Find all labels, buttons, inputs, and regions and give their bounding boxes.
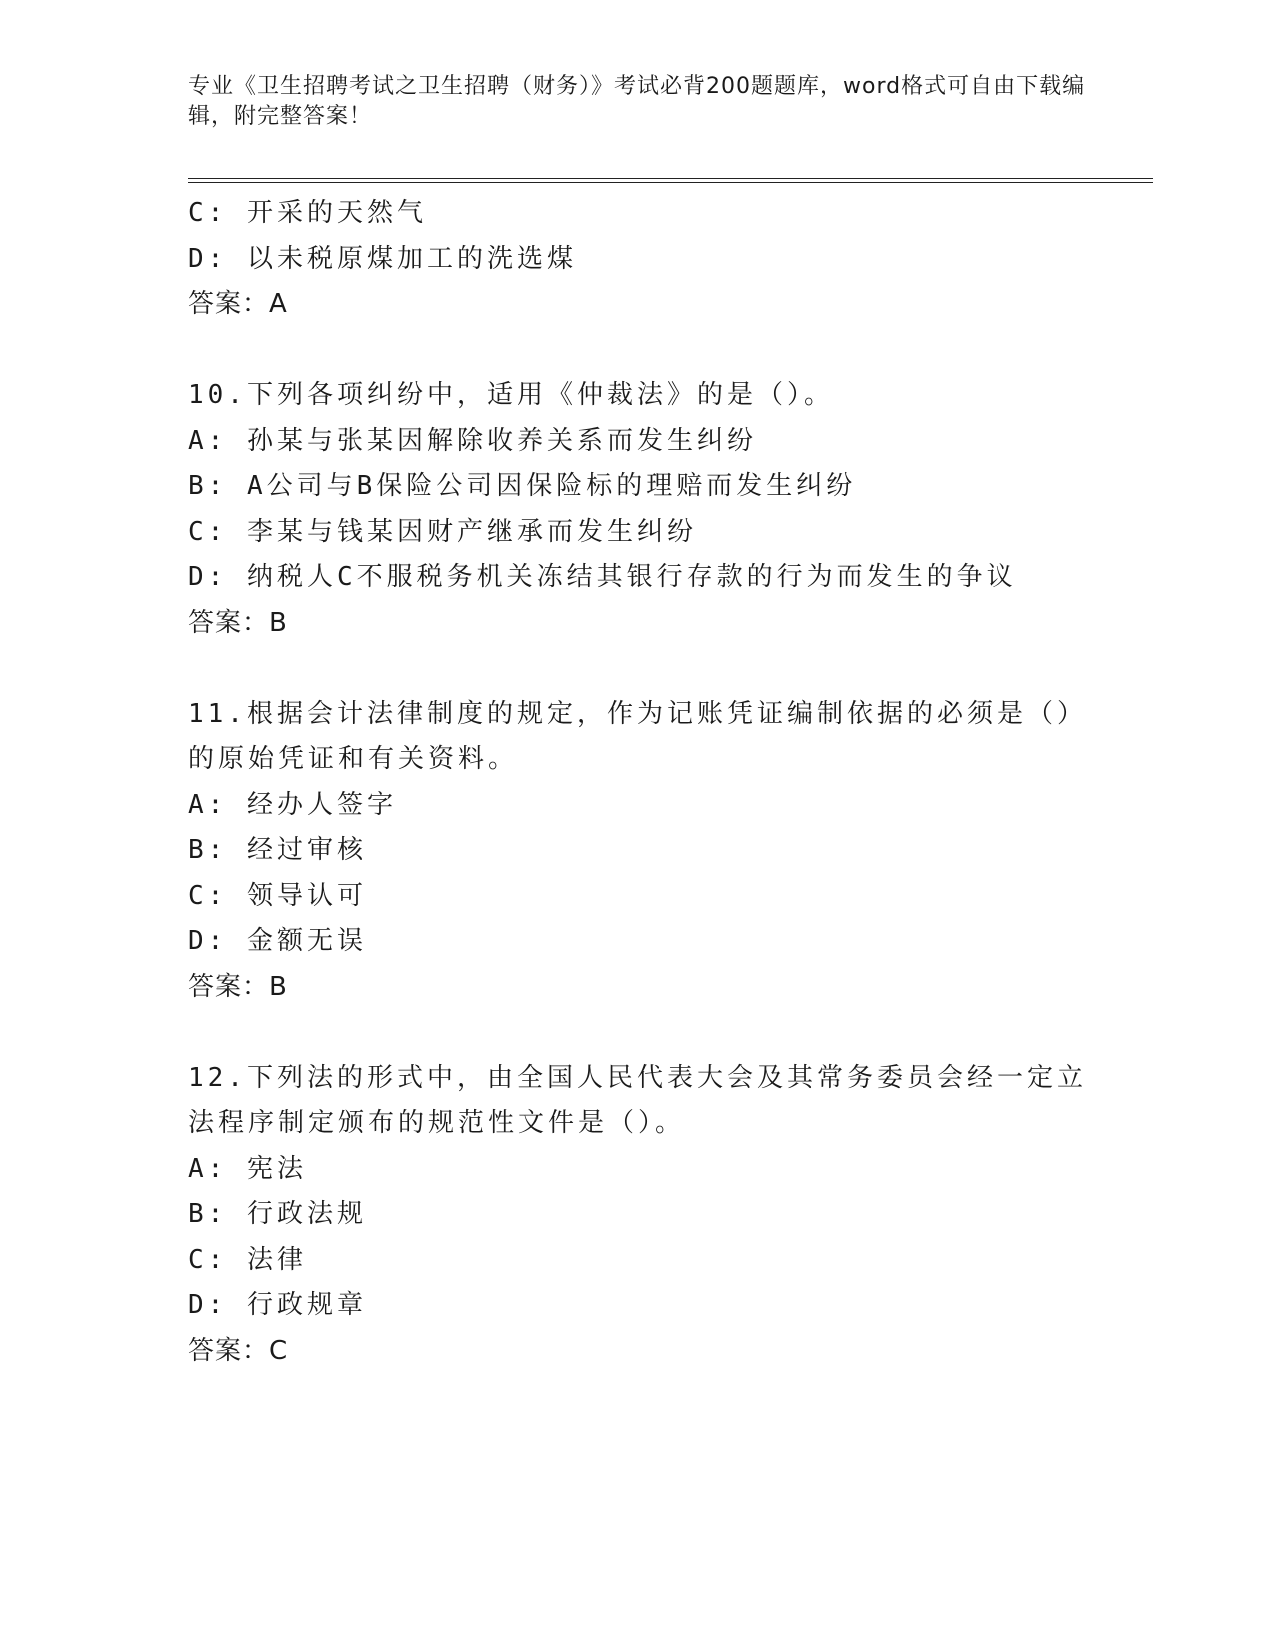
question-list xyxy=(188,191,1088,1374)
option-b: B: 行政法规 xyxy=(188,1199,367,1229)
answer: 答案：C xyxy=(188,1335,289,1366)
document-header: 专业《卫生招聘考试之卫生招聘（财务）》考试必背200题题库，word格式可自由下载编辑，附完整答案！ xyxy=(188,74,1086,129)
spacer xyxy=(188,1010,1088,1056)
option-d: D: 纳税人C不服税务机关冻结其银行存款的行为而发生的争议 xyxy=(188,562,1017,592)
option-b: B: A公司与B保险公司因保险标的理赔而发生纠纷 xyxy=(188,471,857,501)
option-d: D: 行政规章 xyxy=(188,1290,367,1320)
spacer xyxy=(188,328,1088,374)
question-12 xyxy=(188,1056,1088,1375)
option-a: A: 经办人签字 xyxy=(188,789,397,820)
option-c: C: 李某与钱某因财产继承而发生纠纷 xyxy=(188,516,697,547)
spacer xyxy=(188,646,1088,692)
question-stem: 11.根据会计法律制度的规定，作为记账凭证编制依据的必须是（）的原始凭证和有关资料。 xyxy=(188,698,1087,774)
answer: 答案：B xyxy=(188,607,288,638)
option-a: A: 孙某与张某因解除收养关系而发生纠纷 xyxy=(188,425,757,456)
answer: 答案：B xyxy=(188,971,288,1002)
question-stem: 10.下列各项纠纷中，适用《仲裁法》的是（）。 xyxy=(188,380,834,410)
question-10 xyxy=(188,373,1088,646)
option-c: C: 领导认可 xyxy=(188,880,367,911)
answer: 答案：A xyxy=(188,289,288,319)
option-b: B: 经过审核 xyxy=(188,835,367,865)
option-d: D: 金额无误 xyxy=(188,926,367,956)
option-c: C: 开采的天然气 xyxy=(188,198,427,228)
option-a: A: 宪法 xyxy=(188,1153,307,1184)
option-c: C: 法律 xyxy=(188,1244,307,1275)
question-fragment xyxy=(188,191,1088,328)
option-d: D: 以未税原煤加工的洗选煤 xyxy=(188,243,577,274)
question-11 xyxy=(188,692,1088,1011)
header-divider xyxy=(188,178,1153,183)
question-stem: 12.下列法的形式中，由全国人民代表大会及其常务委员会经一定立法程序制定颁布的规范性文件是（）。 xyxy=(188,1062,1087,1138)
